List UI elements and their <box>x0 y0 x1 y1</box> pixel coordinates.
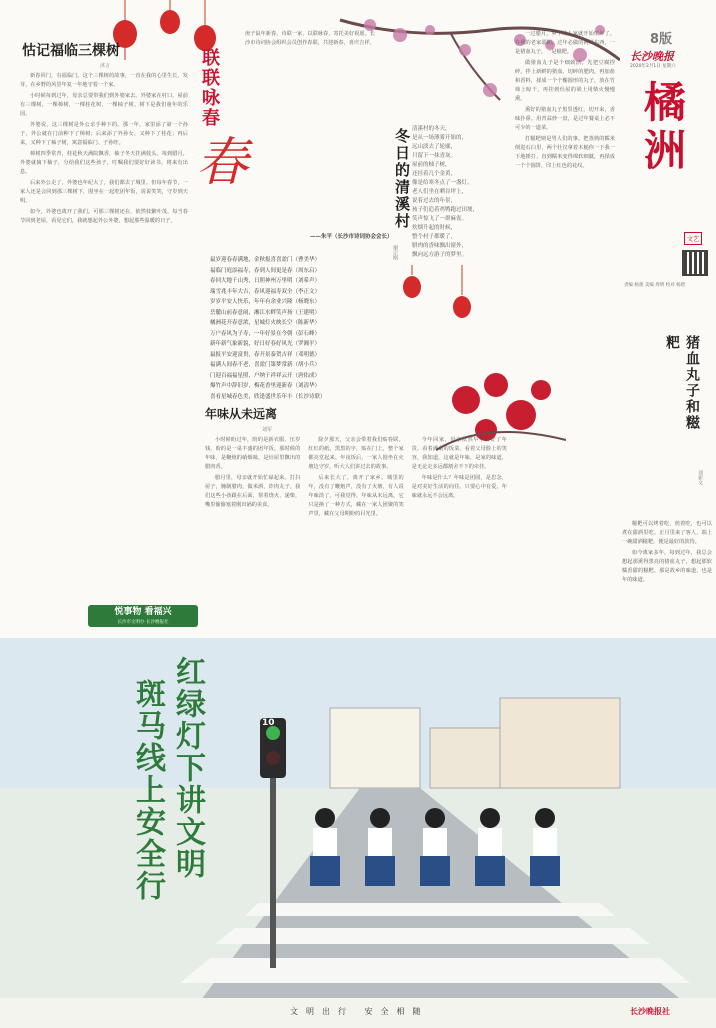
couplet-line: 新年新气象新貌，好日好春好风光（罗湘平） <box>210 341 321 347</box>
article-5-body-cont <box>622 300 712 630</box>
poem-line: 老人们坐在晒谷坪上， <box>412 189 468 195</box>
spring-glyph: 春 <box>196 133 249 193</box>
poem-line: 孩子们追着鸡鸭跑过田埂， <box>412 207 479 213</box>
article-5-author: 刘新文 <box>697 470 703 485</box>
psa-slogan: 文明出行 安全相随 <box>290 1007 429 1016</box>
issue-date: 2020年2月1日 星期六 <box>630 64 676 69</box>
poem-line: 屋前的柚子树， <box>412 162 451 168</box>
article-2-author: ——朱平（长沙市诗词协会会长） <box>310 234 393 240</box>
couplet-line: 门迎百福福星照，户纳千祥祥云开（唐佑成） <box>210 372 321 379</box>
page-number: 8版 <box>650 32 673 47</box>
paragraph: 如今离家多年，每到过年，我总会想起那熏得黑亮的猪血丸子，想起那软糯香甜的糍粑。那是故乡的味道，也是年的味道。 <box>622 550 712 583</box>
paragraph: 打糍粑则是男人们的事。把蒸熟的糯米倒进石臼里，两个壮汉拿着木槌你一下我一下地捶打，直到糯米变得绵软细腻，再揉成一个个圆饼，印上红色的花纹。 <box>515 136 615 169</box>
couplet-line: 鼠报平安迎富贵，春开景泰贺吉祥（邓明德） <box>210 351 321 358</box>
article-5-body <box>515 30 615 630</box>
paragraph: 一过腊月，乡下的人家就开始忙年了。在我的老家邵阳，过年必做的两样东西，一是猪血丸子，一是糍粑。 <box>515 31 615 55</box>
poem-line: 还挂着几个金黄， <box>412 171 457 177</box>
couplet-line: 福满人间春不老，喜盈门第梦常新（胡小兵） <box>210 362 321 368</box>
article-1-title: 怙记福临三棵树 <box>22 43 120 59</box>
promo-sub: 长沙市文明办 长沙晚报社 <box>117 620 169 625</box>
paragraph: 后来外公走了，外婆也年纪大了，我们都去了城里。但每年春节，一家人还是会回到那三棵树下，围坐在一起吃团年饭，说说笑笑，守岁到天明。 <box>20 180 188 204</box>
paragraph: 今年回家，母亲依然早早备好了年货。看着满桌的饭菜，看着父母脸上的笑容，我知道，这就是年味，是家的味道，是无论走多远都割舍不下的牵挂。 <box>411 437 507 470</box>
article-3-title <box>392 128 413 238</box>
paragraph: 除夕那天，父亲会带着我们贴春联。红红的纸，黑黑的字，贴在门上，整个家都亮堂起来。年夜饭后，一家人围坐在火塘边守岁，听大人们讲过去的故事。 <box>308 437 404 470</box>
poem-line: 整个村子都暖了， <box>412 234 457 240</box>
couplet-line: 鼠岁迎春春满地，金秋报喜喜盈门（曹美华） <box>210 257 321 263</box>
article-5-title-text: 猪血丸子和糍粑 <box>664 335 700 431</box>
article-3-author: 谢宗刚 <box>392 245 398 260</box>
couplet-line: 岁岁平安人快乐，年年有余业兴隆（杨晓东） <box>210 299 321 305</box>
qr-code <box>682 250 708 276</box>
article-1-author: 沐言 <box>100 63 111 69</box>
poem-line: 腊肉的香味飘出窗外， <box>412 243 468 249</box>
paragraph: 小时候盼过年，盼的是新衣服、压岁钱，盼的是一桌丰盛的团年饭。那时候的年味，是鞭炮的硝烟味，是灶屋里飘出的腊肉香。 <box>205 437 301 470</box>
poem-line: 是从一场薄雾开始的， <box>412 135 468 141</box>
couplet-line: 瑞雪兆丰年大吉，春风迎福寿双全（李正文） <box>210 288 321 295</box>
couplet-line: 橘洲花开春意浓，星城灯火映长空（陈新华） <box>210 320 321 326</box>
promo-banner: 悦事物 看福兴 <box>114 607 172 617</box>
article-2-title-text: 联联咏春 <box>199 48 220 128</box>
psa-title-red-green: 红绿灯下讲文明 <box>170 656 205 880</box>
article-3-poem <box>412 125 494 260</box>
poem-line: 只留下一抹青灰。 <box>412 153 457 159</box>
article-4-title: 年味从未远离 <box>205 407 278 421</box>
paragraph: 外婆说，这三棵树是外公亲手种下的。那一年，家里添了第一个孙子，外公就在门前种下了樟树；后来添了外孙女，又种下了桂花；再后来，又种下了柚子树，寓意福临门、子孙旺。 <box>20 122 188 146</box>
psa-title-zebra: 斑马线上安全行 <box>130 678 165 902</box>
couplet-line: 爆竹声中辞旧岁，梅花香里迎新春（刘清华） <box>210 383 321 389</box>
promo-strip <box>88 605 198 627</box>
couplet-line: 春回大地千山秀，日照神州万里明（刘希声） <box>210 278 321 284</box>
article-2-intro: 庚子鼠年新春，诗联一家，以联咏春，寄托美好祝愿。长沙市诗词协会组织会员创作春联，共迎新春，喜庆吉祥。 <box>245 31 375 46</box>
couplet-line: 万户春风为子寿，一年好景在今朝（彭石峰） <box>210 330 321 337</box>
article-4-body <box>205 436 507 622</box>
poem-line: 清溪村的冬天， <box>412 126 451 132</box>
section-sub-badge: 文艺 <box>684 232 702 245</box>
couplet-line: 岳麓山前春意闹，湘江水畔笑声扬（王建明） <box>210 309 321 316</box>
paragraph: 糍粑可以烤着吃，煎着吃，也可以煮在甜酒里吃。正月里来了客人，端上一碗甜酒糍粑，便是最好的款待。 <box>622 521 712 545</box>
section-title <box>632 80 702 240</box>
section-title-text: 橘洲 <box>638 80 687 176</box>
editor-line: 责编 杨蕾 美编 周明 校对 杨碧 <box>624 283 686 288</box>
paragraph: 做猪血丸子是个细致活。先把豆腐捏碎，拌上新鲜的猪血、切碎的肥肉，再加盐和香料，揉成一个个椭圆形的丸子，放在竹筛上晾干，再挂到灶屋的梁上用柴火慢慢熏。 <box>515 60 615 102</box>
paragraph: 腊月里，母亲就开始忙碌起来。打扫屋子，腌制腊肉，做米酒，炸肉丸子。我们这些小孩跟在后面，帮着烧火、递柴，嘴里偷偷塞着刚出锅的美食。 <box>205 475 301 508</box>
paper-logo: 长沙晚报 <box>630 50 674 63</box>
article-3-title-text: 冬日的清溪村 <box>393 128 411 230</box>
poem-line: 说着过去的年景， <box>412 198 457 204</box>
poem-line: 笑声惊飞了一群麻雀。 <box>412 216 468 222</box>
paragraph: 如今，外婆也离开了我们。可那三棵树还在，依然枝繁叶茂。每当春节回到老屋，看见它们，我就想起外公外婆，想起那些温暖的日子。 <box>20 209 188 224</box>
paragraph: 熏好的猪血丸子黑里透红，切开来，香味扑鼻。用青蒜炒一盘，是过年餐桌上必不可少的一道菜。 <box>515 107 615 131</box>
couplet-line: 喜看星城春色美，欣逢盛世乐年丰（长沙诗联） <box>210 393 326 400</box>
poem-line: 远山淡去了轮廓， <box>412 144 457 150</box>
article-4-author: 刘军 <box>262 427 273 433</box>
couplet-line: 福临门庭添福寿，春到人间更是春（周东启） <box>210 267 321 274</box>
psa-illustration <box>0 638 716 1028</box>
paragraph: 新春回门，有福临门。这个三棵树的故事，一直在我的心里生长，发芽，在乡野的风里年复一年地守着一个家。 <box>20 73 188 88</box>
poem-line: 飘向远方游子的梦里。 <box>412 252 468 258</box>
couplet-list <box>210 255 380 402</box>
paragraph: 年味是什么？年味是团圆，是思念，是对美好生活的向往。只要心中有爱，年味就永远不会远离。 <box>411 475 507 499</box>
poem-line: 像是给寒冬点了一盏灯。 <box>412 180 473 186</box>
psa-logo: 长沙晚报社 <box>630 1007 670 1016</box>
psa-ad <box>0 638 716 1028</box>
paragraph: 小时候每到过年，母亲总要带我们到外婆家去。外婆家在村口，屋前有三棵树，一棵樟树，一棵桂花树，一棵柚子树。树下是我们童年的乐园。 <box>20 93 188 117</box>
poem-line: 炊烟升起的时候， <box>412 225 457 231</box>
paragraph: 樟树四季常青，桂花秋天满院飘香，柚子冬天挂满枝头。每到腊月，外婆就摘下柚子，分给我们这些孩子，叮嘱我们要好好读书，将来有出息。 <box>20 151 188 175</box>
article-1-body <box>20 72 188 627</box>
lantern-small-decoration <box>392 265 502 345</box>
signal-number: 10 <box>262 718 275 728</box>
paragraph: 后来长大了，离开了家乡。城里的年，没有了鞭炮声，没有了火塘，有人说年味淡了。可我觉得，年味从未远离，它只是换了一种方式，藏在一家人团聚的笑声里，藏在父母期盼的目光里。 <box>308 475 404 517</box>
